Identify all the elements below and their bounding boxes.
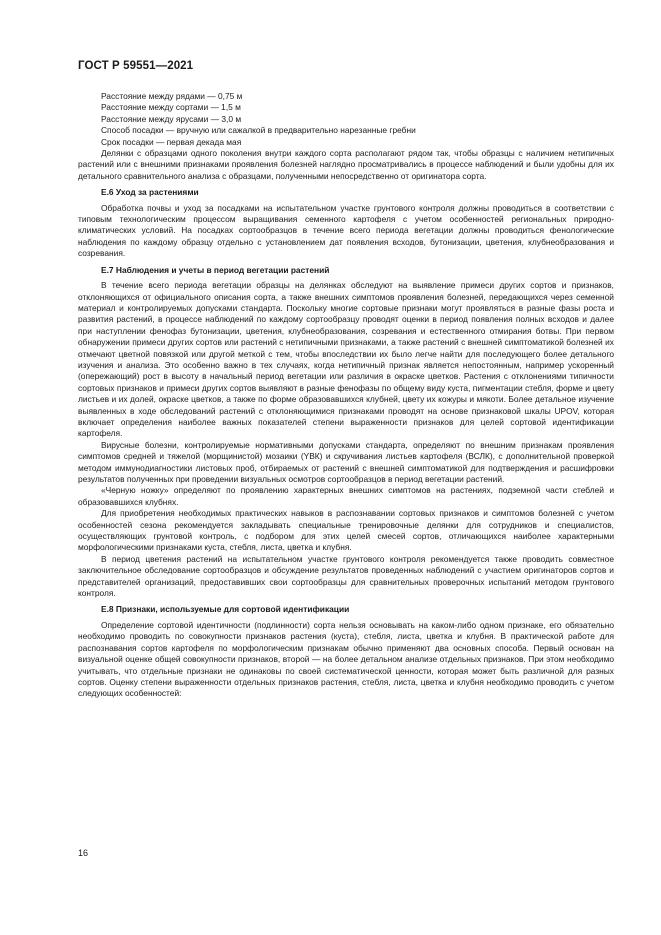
paragraph: В течение всего периода вегетации образцы на делянках обследуют на выявление примеси других сортов и признаков, отклоняющихся от официального описания сорта, а также внешних симптомов проявления болезней, передающихся через семенной материал и контролируемых допусками стандарта. Поскольку многие сортовые признаки могут проявляться в разные фазы роста и развития растений, в процессе наблюдений по каждому сортообразцу проводят оценки в период появления полных всходов и далее при наступлении фенофаз бутонизации, цветения, клубнеобразования, созревания и естественного отмирания ботвы. При первом обнаружении примеси других сортов или растений с нетипичными признаками, а также растений с внешней симптоматикой болезней их отмечают цветной повязкой или другой меткой с тем, чтобы впоследствии их было легче найти для последующего более детального изучения и анализа. Это особенно важно в тех случаях, когда нетипичный признак является непостоянным, например ускоренный (опережающий) рост в высоту в начальный период вегетации или различия в окраске цветков. Растения с отклонениями типичности сортовых признаков и примеси других сортов выявляют в разные фенофазы по общему виду куста, пигментации стебля, форме и цвету листьев и их долей, окраске цветков, а также по форме образовавшихся клубней, цвету их кожуры и мякоти. Более детальное изучение выявленных в ходе обследований растений с отклоняющимися признаками проводят на основе признаковой шкалы UPOV, которая включает определения наиболее важных показателей степени выраженности признаков для целей сортовой идентификации картофеля. — [78, 280, 614, 439]
page-number: 16 — [78, 848, 89, 858]
section-heading: Е.6 Уход за растениями — [101, 187, 199, 198]
paragraph: Определение сортовой идентичности (подлинности) сорта нельзя основывать на каком-либо одном признаке, его обязательно необходимо проводить по совокупности признаков растения (куста), стебля, листа, цветка и клубня. В практической работе для распознавания сортов картофеля по морфологическим признакам обычно применяют два основных способа. Первый основан на визуальной оценке общей совокупности признаков, второй — на более детальном анализе отдельных признаков. При этом необходимо учитывать, что отдельные признаки не одинаковы по своей систематической ценности, которая может быть различной для разных сортов. Оценку степени выраженности отдельных признаков растения, стебля, листа, цветка и клубня необходимо проводить с учетом следующих особенностей: — [78, 619, 614, 699]
list-item: Срок посадки — первая декада мая — [101, 136, 242, 147]
list-item: Расстояние между сортами — 1,5 м — [101, 102, 241, 113]
list-item: Способ посадки — вручную или сажалкой в предварительно нарезанные гребни — [101, 125, 416, 136]
paragraph: В период цветения растений на испытательном участке грунтового контроля рекомендуется также проводить совместное заключительное обследование сортообразцов и обсуждение результатов проведенных наблюдений с участием оригинаторов сортов и представителей организаций, предоставивших свои сортообразцы для сравнительных проверочных испытаний методом грунтового контроля. — [78, 553, 614, 599]
paragraph: Делянки с образцами одного поколения внутри каждого сорта располагают рядом так, чтобы образцы с наличием нетипичных растений или с внешними признаками проявления болезней наглядно просматривались в процессе наблюдений и были удобны для их детального сравнительного анализа с образцами, полученными непосредственно от оригинатора сорта. — [78, 148, 614, 181]
section-heading: Е.7 Наблюдения и учеты в период вегетации растений — [101, 264, 330, 275]
paragraph: Обработка почвы и уход за посадками на испытательном участке грунтового контроля должны проводиться в соответствии с типовым технологическим процессом выращивания семенного картофеля с учетом особенностей региональных природно-климатических условий. На посадках сортообразцов в течение всего периода вегетации должны проводиться фенологические наблюдения по каждому образцу отдельно с установлением дат появления всходов, бутонизации, цветения, клубнеобразования и созревания. — [78, 202, 614, 259]
list-item: Расстояние между ярусами — 3,0 м — [101, 113, 242, 124]
section-heading: Е.8 Признаки, используемые для сортовой идентификации — [101, 604, 350, 615]
page-content — [78, 91, 614, 700]
list-item: Расстояние между рядами — 0,75 м — [101, 91, 243, 101]
paragraph: Для приобретения необходимых практических навыков в распознавании сортовых признаков и симптомов болезней с учетом особенностей сезона рекомендуется закладывать специальные тренировочные делянки для сотрудников и специалистов, осуществляющих грунтовой контроль, с подбором для этих целей смесей сортов, отличающихся наиболее характерными морфологическими признаками куста, стебля, листа, цветка и клубня. — [78, 508, 614, 553]
paragraph: Вирусные болезни, контролируемые нормативными допусками стандарта, определяют по внешним признакам проявления симптомов средней и тяжелой (морщинистой) мозаики (YВК) и скручивания листьев картофеля (ВСЛК), с дополнительной проверкой методом иммунодиагностики листовых проб, отбираемых от растений с внешней симптоматикой для подтверждения и расшифровки результатов полученных при проведении визуальных осмотров сортообразцов в период вегетации растений. — [78, 439, 614, 484]
paragraph: «Черную ножку» определяют по проявлению характерных внешних симптомов на растениях, подземной части стеблей и образовавшихся клубнях. — [78, 485, 614, 507]
document-header: ГОСТ Р 59551—2021 — [78, 60, 194, 72]
